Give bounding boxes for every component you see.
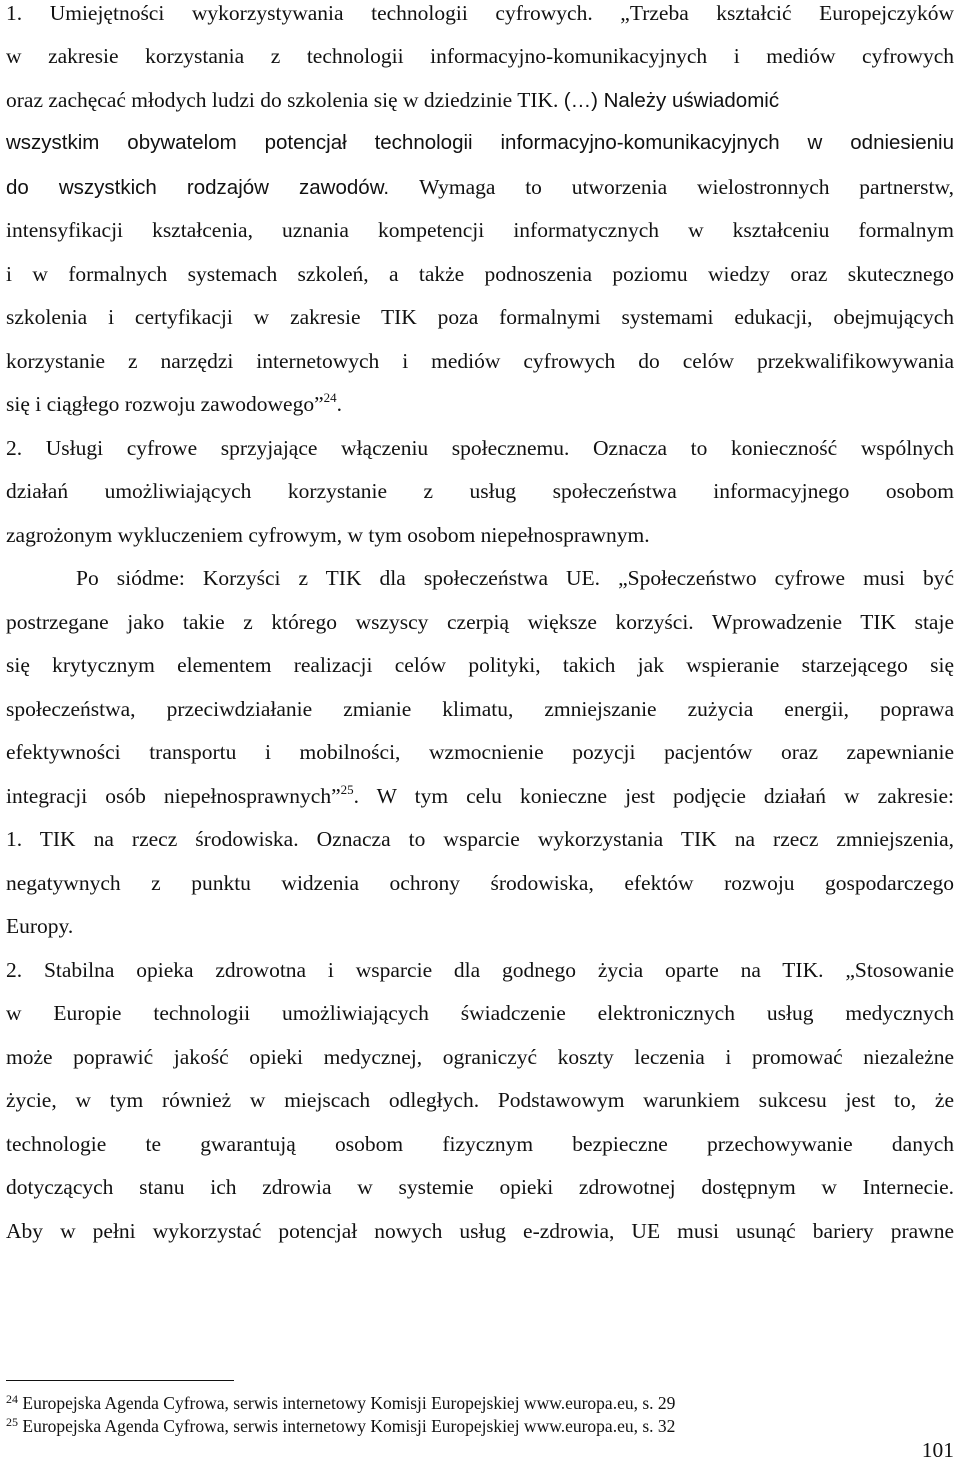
paragraph-3-line-4: społeczeństwa, przeciwdziałanie zmianie klimatu, zmniejszanie zużycia energii, poprawa (6, 697, 954, 721)
paragraph-5-line-3: może poprawić jakość opieki medycznej, ograniczyć koszty leczenia i promować niezależne (6, 1045, 954, 1069)
footnote-text: Europejska Agenda Cyfrowa, serwis internetowy Komisji Europejskiej www.europa.eu, s. 29 (22, 1393, 676, 1413)
paragraph-3-line-2: postrzegane jako takie z którego wszyscy czerpią większe korzyści. Wprowadzenie TIK staje (6, 610, 954, 634)
footnote-number: 24 (6, 1392, 18, 1406)
footnote-ref-24[interactable]: 24 (323, 390, 337, 405)
paragraph-5-line-4: życie, w tym również w miejscach odległych. Podstawowym warunkiem sukcesu jest to, że (6, 1088, 954, 1112)
paragraph-4-line-3: Europy. (6, 914, 74, 938)
paragraph-1-line-1 (6, 0, 954, 26)
paragraph-1-line-9: korzystanie z narzędzi internetowych i mediów cyfrowych do celów przekwalifikowywania (6, 349, 954, 373)
paragraph-4-line-2: negatywnych z punktu widzenia ochrony środowiska, efektów rozwoju gospodarczego (6, 871, 954, 895)
footnote-text: Europejska Agenda Cyfrowa, serwis internetowy Komisji Europejskiej www.europa.eu, s. 32 (22, 1416, 676, 1436)
paragraph-1-line-6: intensyfikacji kształcenia, uznania kompetencji informatycznych w kształceniu formalnym (6, 218, 954, 242)
section-heading: 1. TIK na rzecz środowiska. (6, 827, 317, 851)
paragraph-2-line-1: 2. Usługi cyfrowe sprzyjające włączeniu społecznemu. Oznacza to konieczność wspólnych (6, 436, 954, 460)
paragraph-2-line-2: działań umożliwiających korzystanie z usług społeczeństwa informacyjnego osobom (6, 479, 954, 503)
footnote-24 (6, 1393, 906, 1413)
paragraph-5-line-1: 2. Stabilna opieka zdrowotna i wsparcie dla godnego życia oparte na TIK. „Stosowanie (6, 958, 954, 982)
paragraph-1-line-3: oraz zachęcać młodych ludzi do szkolenia się w dziedzinie TIK. (…) Należy uświadomić (6, 88, 780, 112)
paragraph-3-line-5: efektywności transportu i mobilności, wzmocnienie pozycji pacjentów oraz zapewnianie (6, 740, 954, 764)
section-heading: 2. Usługi cyfrowe sprzyjające włączeniu społecznemu. (6, 436, 594, 460)
paragraph-3-line-3: się krytycznym elementem realizacji celów polityki, takich jak wspieranie starzejącego się (6, 653, 954, 677)
paragraph-2-line-3: zagrożonym wykluczeniem cyfrowym, w tym osobom niepełnosprawnym. (6, 523, 650, 547)
paragraph-1-line-5: do wszystkich rodzajów zawodów. Wymaga to utworzenia wielostronnych partnerstw, (6, 175, 954, 199)
paragraph-1-line-2: w zakresie korzystania z technologii informacyjno-komunikacyjnych i mediów cyfrowych (6, 44, 954, 68)
page-number: 101 (921, 1438, 954, 1462)
footnote-number: 25 (6, 1415, 18, 1429)
paragraph-3-line-6: integracji osób niepełnosprawnych”$^{25}$. W tym celu konieczne jest podjęcie działań w zakresie: (6, 782, 954, 808)
paragraph-5-line-5: technologie te gwarantują osobom fizycznym bezpieczne przechowywanie danych (6, 1132, 954, 1156)
footnote-ref-25[interactable]: 25 (340, 782, 354, 797)
paragraph-3-line-1: Po siódme: Korzyści z TIK dla społeczeństwa UE. „Społeczeństwo cyfrowe musi być (76, 566, 954, 590)
quote-text: „Trzeba kształcić Europejczyków (620, 1, 954, 25)
paragraph-5-line-7: Aby w pełni wykorzystać potencjał nowych usług e-zdrowia, UE musi usunąć bariery prawne (6, 1219, 954, 1243)
section-heading: Po siódme: Korzyści z TIK dla społeczeństwa UE. (76, 566, 619, 590)
footnote-separator (6, 1380, 234, 1381)
paragraph-1-line-4: wszystkim obywatelom potencjał technologii informacyjno-komunikacyjnych w odniesieniu (6, 131, 954, 154)
paragraph-5-line-2: w Europie technologii umożliwiających świadczenie elektronicznych usług medycznych (6, 1001, 954, 1025)
paragraph-5-line-6: dotyczących stanu ich zdrowia w systemie opieki zdrowotnej dostępnym w Internecie. (6, 1175, 954, 1199)
paragraph-1-line-7: i w formalnych systemach szkoleń, a także podnoszenia poziomu wiedzy oraz skutecznego (6, 262, 954, 286)
paragraph-4-line-1: 1. TIK na rzecz środowiska. Oznacza to wsparcie wykorzystania TIK na rzecz zmniejszenia, (6, 827, 954, 851)
paragraph-1-line-10: się i ciągłego rozwoju zawodowego”$^{24}$. (6, 390, 342, 416)
section-heading: 1. Umiejętności wykorzystywania technologii cyfrowych. (6, 1, 621, 25)
paragraph-1-line-8: szkolenia i certyfikacji w zakresie TIK poza formalnymi systemami edukacji, obejmujących (6, 305, 954, 329)
footnote-25 (6, 1416, 906, 1436)
section-heading: 2. Stabilna opieka zdrowotna i wsparcie dla godnego życia oparte na TIK. (6, 958, 846, 982)
